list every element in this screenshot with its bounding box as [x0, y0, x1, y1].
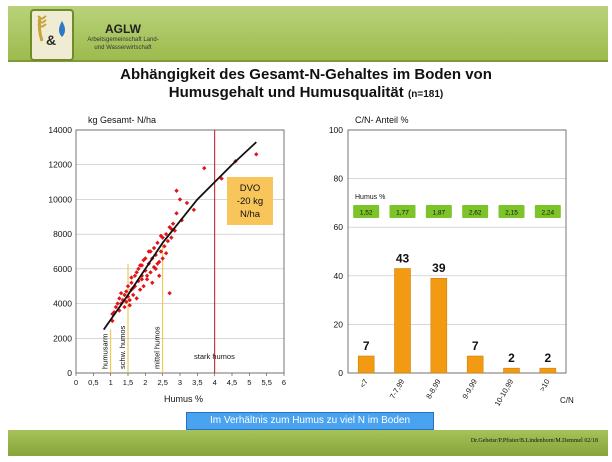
data-point — [164, 251, 168, 255]
strong-humus-label: stark humos — [194, 352, 235, 361]
brand-subtitle-1: Arbeitsgemeinschaft Land- — [87, 37, 159, 43]
data-point — [157, 274, 161, 278]
x-tick-label: 10-10,99 — [492, 377, 516, 408]
data-point — [174, 189, 178, 193]
humus-class-label: humusarm — [100, 333, 110, 369]
data-point — [126, 284, 130, 288]
humus-value-label: 1,87 — [432, 209, 446, 217]
y-tick-label: 0 — [67, 368, 72, 378]
scatter-chart — [48, 115, 286, 404]
title-line-2: Humusgehalt und Humusqualität — [168, 84, 404, 101]
data-point — [160, 256, 164, 260]
y-tick-label: 6000 — [53, 263, 72, 274]
bar-value-label: 7 — [362, 338, 370, 353]
y-tick-label: 40 — [333, 270, 343, 281]
bar-value-label: 43 — [395, 251, 410, 266]
bar-value-label: 7 — [471, 338, 479, 353]
data-point — [145, 274, 149, 278]
x-axis-title: C/N — [560, 396, 574, 405]
data-point — [202, 166, 206, 170]
x-tick-label: 1,5 — [122, 378, 134, 387]
y-axis-title: kg Gesamt- N/ha — [88, 115, 157, 125]
x-tick-label: 0,5 — [88, 378, 99, 387]
y-tick-label: 100 — [328, 125, 343, 135]
data-point — [155, 241, 159, 245]
humus-value-label: 2,15 — [505, 209, 518, 217]
data-point — [150, 281, 154, 285]
humus-value-label: 1,52 — [359, 209, 373, 217]
humus-class-label: schw. humos — [118, 325, 127, 369]
dvo-box-line: -20 kg — [236, 196, 264, 207]
y-tick-label: 20 — [333, 319, 343, 330]
x-tick-label: <7 — [357, 377, 370, 390]
data-point — [122, 305, 126, 309]
bar — [431, 278, 447, 373]
bar — [540, 368, 556, 373]
bar — [395, 269, 411, 373]
brand-name: AGLW — [105, 22, 141, 36]
data-point — [167, 291, 171, 295]
bar-value-label: 39 — [432, 261, 446, 276]
y-tick-label: 60 — [333, 222, 343, 233]
data-point — [192, 208, 196, 212]
data-point — [129, 281, 133, 285]
plot-frame — [348, 130, 566, 373]
footer-credit: Dr.Gebetsr/P.Pfister/B.Lindenborn/M.Demmel 02/18 — [470, 438, 598, 444]
x-tick-label: 3 — [177, 378, 183, 387]
data-point — [254, 152, 258, 156]
x-tick-label: >10 — [537, 377, 552, 394]
bar — [504, 368, 520, 373]
title-line-1: Abhängigkeit des Gesamt-N-Gehaltes im Boden von — [120, 66, 492, 83]
x-tick-label: 7-7,99 — [387, 377, 407, 401]
y-tick-label: 14000 — [48, 125, 72, 135]
x-tick-label: 2 — [143, 378, 148, 387]
y-tick-label: 2000 — [53, 333, 72, 344]
dvo-box-line: DVO — [239, 183, 261, 194]
dvo-box-line: N/ha — [239, 209, 261, 220]
x-tick-label: 8-8,99 — [424, 377, 443, 401]
humus-class-label: mittel humos — [152, 326, 162, 369]
humus-value-label: 2,24 — [541, 209, 555, 217]
data-point — [185, 201, 189, 205]
bar-value-label: 2 — [508, 351, 515, 366]
data-point — [134, 296, 138, 300]
y-tick-label: 0 — [338, 368, 343, 378]
x-tick-label: 5,5 — [261, 378, 272, 387]
x-axis-title: Humus % — [164, 394, 204, 404]
data-point — [152, 246, 156, 250]
humus-row-title: Humus % — [355, 194, 386, 201]
x-tick-label: 4,5 — [226, 378, 238, 387]
y-tick-label: 4000 — [53, 298, 72, 309]
y-tick-label: 10000 — [48, 194, 72, 205]
bar — [467, 356, 483, 373]
x-tick-label: 1 — [108, 378, 113, 387]
data-point — [138, 287, 142, 291]
x-tick-label: 2,5 — [157, 378, 168, 387]
bar-value-label: 2 — [544, 351, 552, 366]
x-tick-label: 6 — [281, 378, 287, 387]
y-axis-title: C/N- Anteil % — [355, 115, 409, 125]
x-tick-label: 0 — [73, 378, 79, 387]
data-point — [131, 293, 135, 297]
data-point — [169, 235, 173, 239]
bar — [358, 356, 374, 373]
logo-ampersand: & — [46, 32, 57, 48]
data-point — [148, 270, 152, 274]
x-tick-label: 5 — [247, 378, 252, 387]
y-tick-label: 12000 — [48, 159, 72, 170]
data-point — [178, 197, 182, 201]
sample-size: (n=181) — [407, 89, 444, 100]
x-tick-label: 4 — [212, 378, 217, 387]
footer-band — [8, 430, 608, 456]
x-tick-label: 9-9,99 — [460, 377, 479, 401]
humus-value-label: 2,62 — [468, 209, 482, 217]
y-tick-label: 80 — [333, 173, 343, 184]
humus-value-label: 1,77 — [396, 209, 409, 217]
brand-subtitle-2: und Wasserwirtschaft — [94, 45, 152, 51]
data-point — [141, 284, 145, 288]
y-tick-label: 8000 — [53, 229, 72, 240]
callout-banner: Im Verhältnis zum Humus zu viel N im Boden — [186, 412, 434, 430]
x-tick-label: 3,5 — [192, 378, 203, 387]
data-point — [171, 222, 175, 226]
bar-chart — [329, 115, 574, 408]
data-point — [174, 211, 178, 215]
